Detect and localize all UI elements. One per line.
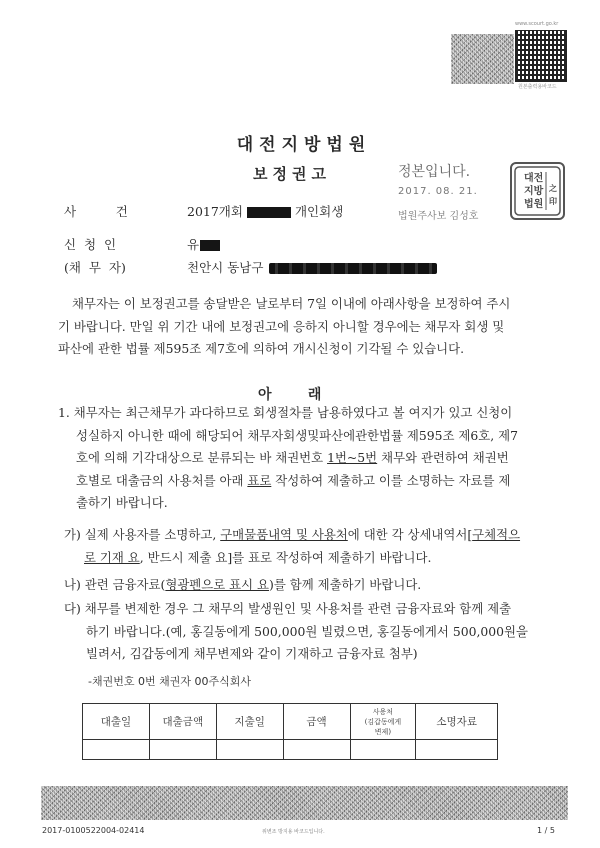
applicant-name: 유 [187, 237, 200, 252]
header-usage: 사용처 (김갑동에게 변제) [350, 704, 416, 740]
svg-text:법원: 법원 [524, 199, 544, 210]
redacted-case-number [247, 207, 291, 218]
document-number: 2017-0100522004-02414 [42, 826, 145, 835]
header-loan-date: 대출일 [83, 704, 150, 740]
certification-date: 2017. 08. 21. [398, 186, 478, 197]
qr-code [515, 30, 567, 82]
svg-text:지방: 지방 [524, 186, 544, 197]
sub-item-da-line-3: 빌려서, 김갑동에게 채무변제와 같이 기재하고 금융자료 첨부) [86, 646, 418, 661]
page-number: 1 / 5 [537, 826, 555, 835]
case-value [187, 202, 343, 220]
sub-item-ga-line-2: 로 기재 요, 반드시 제출 요]를 표로 작성하여 제출하기 바랍니다. [84, 549, 432, 565]
certification-stamp: 정본입니다. [398, 164, 471, 180]
debtor-label: (채 무 자) [64, 260, 126, 275]
case-label: 사 건 [64, 204, 128, 219]
svg-text:印: 印 [549, 196, 557, 206]
sub-item-da-line-1: 다) 채무를 변제한 경우 그 채무의 발생원인 및 사용처를 관련 금융자료와 함께 제출 [64, 601, 512, 616]
court-url: www.scourt.go.kr [515, 21, 559, 27]
item-1-line-4: 호별로 대출금의 사용처를 아래 표로 작성하여 제출하고 이를 소명하는 자료를 제 [76, 472, 511, 488]
section-title: 아 래 [258, 387, 324, 403]
debtor-address [187, 258, 437, 276]
redacted-applicant-name [200, 240, 220, 251]
sub-item-na: 나) 관련 금융자료(형광펜으로 표시 요)를 함께 제출하기 바랍니다. [64, 577, 422, 592]
header-loan-amount: 대출금액 [149, 704, 216, 740]
header-spend-date: 지출일 [216, 704, 283, 740]
table-row [83, 740, 498, 760]
claim-numbers: 1번~5번 [327, 450, 378, 465]
item-1-line-3: 호에 의해 기각대상으로 분류되는 바 채권번호 1번~5번 채무와 관련하여 채권번 [76, 450, 509, 465]
sub-item-ga-line-1: 가) 실제 사용자를 소명하고, 구매물품내역 및 사용처에 대한 각 상세내역서[구체적으 [64, 527, 521, 542]
applicant-value [187, 235, 220, 253]
intro-line-2: 기 바랍니다. 만일 위 기간 내에 보정권고에 응하지 아니할 경우에는 채무자 회생 및 [58, 318, 505, 334]
applicant-label: 신 청 인 [64, 237, 117, 252]
intro-line-3: 파산에 관한 법률 제595조 제7호에 의하여 개시신청이 기각될 수 있습니다. [58, 341, 465, 356]
case-type: 개인회생 [294, 204, 344, 219]
loan-usage-table [82, 703, 498, 760]
table-header-row [83, 704, 498, 740]
item-1 [58, 402, 558, 515]
cell-spend-date[interactable] [216, 740, 283, 760]
sub-item-ga [64, 524, 564, 569]
table-format-note: 표로 [247, 472, 272, 488]
header-amount: 금액 [283, 704, 350, 740]
sub-item-da-line-2: 하기 바랍니다.(예, 홍길동에게 500,000원 빌렸으면, 홍길동에게서 500,000원을 [86, 623, 528, 639]
sub-item-da [64, 598, 564, 666]
seal-graphic [512, 164, 563, 218]
example-line: -채권번호 0번 채권자 00주식회사 [88, 675, 251, 688]
cell-usage[interactable] [350, 740, 416, 760]
intro-paragraph [58, 293, 558, 361]
court-name: 대전지방법원 [236, 135, 372, 155]
cell-amount[interactable] [283, 740, 350, 760]
redacted-debtor-address [269, 263, 437, 274]
case-number-prefix: 2017개회 [187, 204, 243, 219]
header-evidence: 소명자료 [416, 704, 498, 740]
item-1-line-5: 출하기 바랍니다. [76, 495, 168, 510]
cell-loan-date[interactable] [83, 740, 150, 760]
svg-text:대전: 대전 [524, 173, 544, 184]
item-1-line-1: 1. 채무자는 최근채무가 과다하므로 회생절차를 남용하였다고 볼 여지가 있고 신청이 [58, 405, 513, 420]
court-seal [510, 162, 565, 220]
qr-caption: 원본출력용바코드 [518, 84, 557, 90]
document-title: 보정권고 [253, 165, 331, 183]
footer-notice: 위변조 방지용 바코드입니다. [262, 829, 325, 835]
intro-line-1: 채무자는 이 보정권고를 송달받은 날로부터 7일 이내에 아래사항을 보정하여 주시 [72, 296, 511, 311]
clerk-name: 법원주사보 김성호 [398, 211, 479, 222]
item-1-line-2: 성실하지 아니한 때에 해당되어 채무자회생및파산에관한법률 제595조 제6호, 제7 [76, 427, 518, 443]
svg-text:之: 之 [549, 183, 557, 193]
debtor-city: 천안시 동남구 [187, 260, 264, 275]
cell-evidence[interactable] [416, 740, 498, 760]
anti-forgery-pattern-bottom [41, 786, 568, 820]
anti-forgery-pattern-top [451, 34, 514, 84]
cell-loan-amount[interactable] [149, 740, 216, 760]
